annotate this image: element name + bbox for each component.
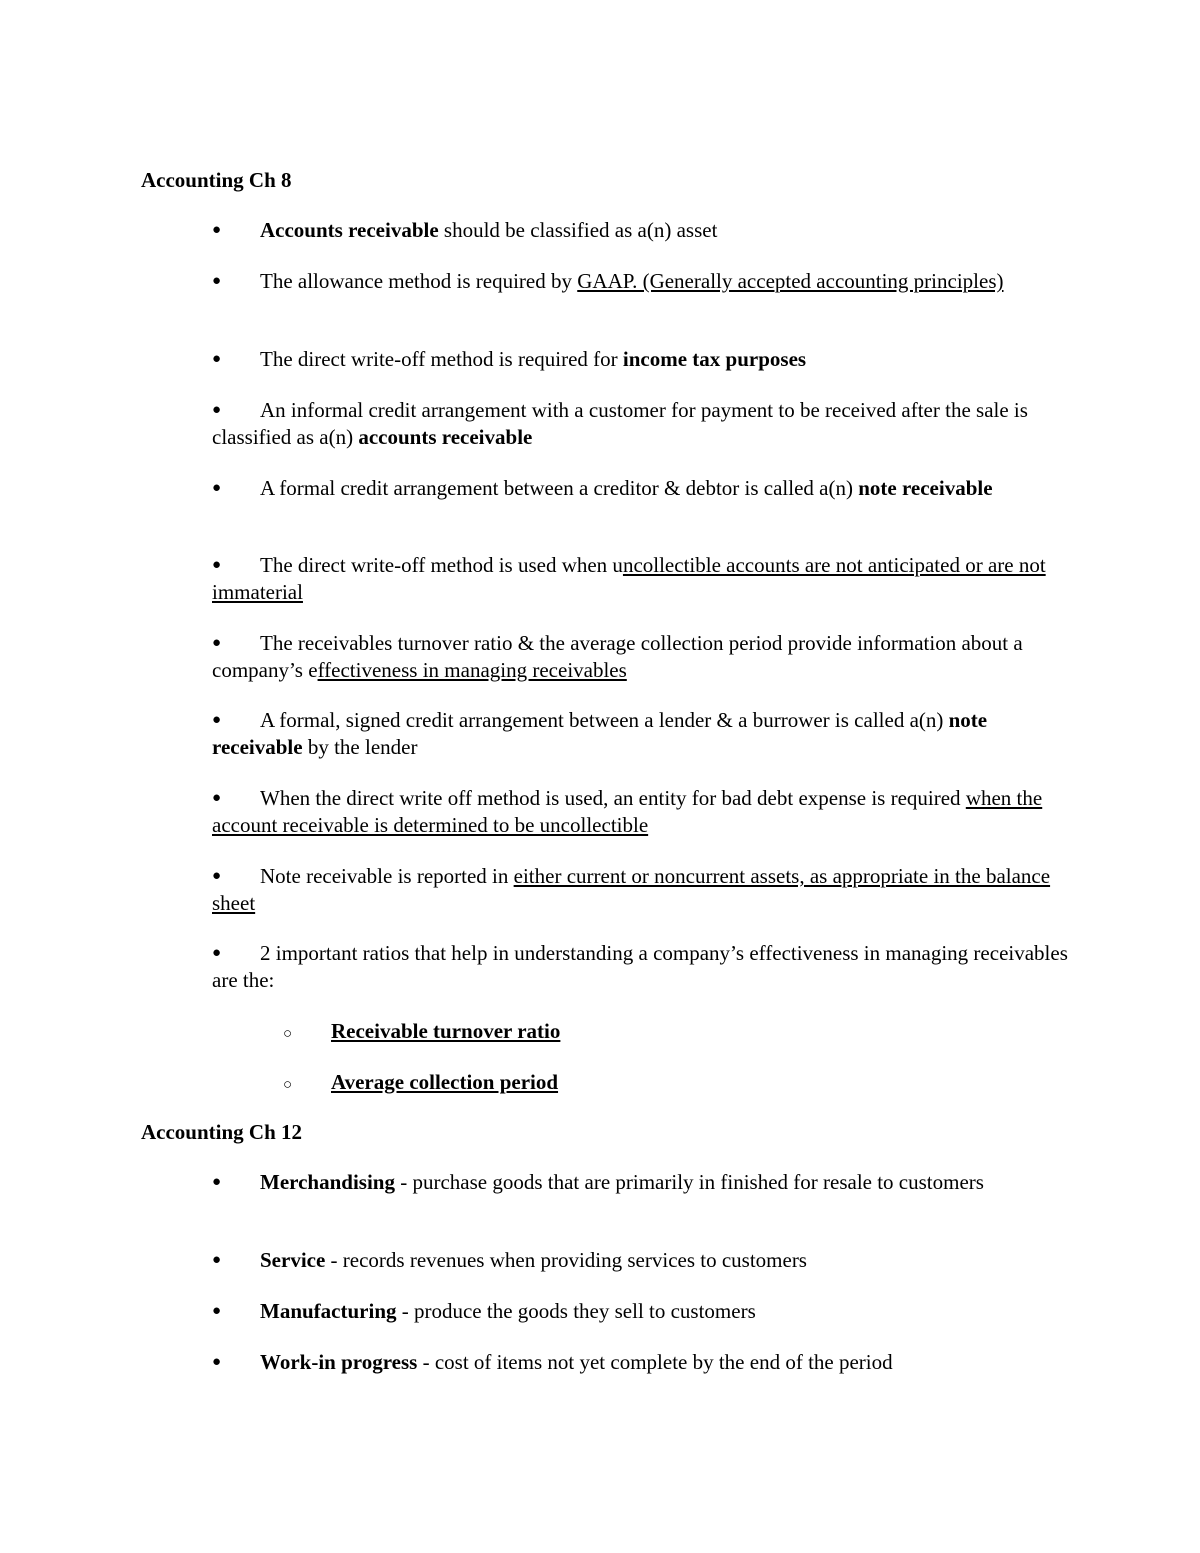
- sub-item-text: Average collection period: [331, 1070, 559, 1094]
- item-text: An informal credit arrangement with a customer for payment to be received after the sale is classified as a(n): [212, 398, 1028, 449]
- list-item: [212, 1247, 1072, 1274]
- item-text: - purchase goods that are primarily in finished for resale to customers: [394, 1170, 984, 1194]
- underlined-text: GAAP. (Generally accepted accounting principles): [577, 269, 1004, 293]
- item-text: - records revenues when providing services to customers: [325, 1248, 807, 1272]
- circle-bullet-icon: ○: [283, 1077, 293, 1093]
- sub-list-item: [283, 1069, 558, 1099]
- term-bold: Service: [260, 1248, 326, 1272]
- item-text: should be classified as a(n) asset: [438, 218, 718, 242]
- item-text: A formal, signed credit arrangement between a lender & a burrower is called a(n): [260, 708, 949, 732]
- term-bold: note receivable: [212, 708, 988, 759]
- circle-bullet-icon: ○: [283, 1026, 293, 1042]
- item-text: The direct write-off method is required for: [260, 347, 623, 371]
- list-item: [212, 346, 1072, 373]
- underlined-text: ncollectible accounts are not anticipated or are not immaterial: [212, 553, 1046, 604]
- list-item: [212, 630, 1072, 684]
- underlined-text: either current or noncurrent assets, as appropriate in the balance sheet: [212, 864, 1051, 915]
- item-text: The allowance method is required by: [260, 269, 578, 293]
- item-text: 2 important ratios that help in understanding a company’s effectiveness in managing receivables are the:: [212, 941, 1068, 992]
- sub-list-item: [283, 1018, 560, 1048]
- bullet-icon: ●: [212, 1174, 222, 1190]
- item-text: The receivables turnover ratio & the average collection period provide information about a company’s e: [212, 631, 1023, 682]
- list-item: [212, 863, 1072, 917]
- list-item: [212, 397, 1072, 451]
- list-item: [212, 1298, 1072, 1325]
- list-item: [212, 940, 1072, 994]
- bullet-icon: ●: [212, 351, 222, 367]
- list-item: [212, 1169, 1072, 1196]
- bullet-icon: ●: [212, 1252, 222, 1268]
- bullet-icon: ●: [212, 1354, 222, 1370]
- section-heading-ch8: Accounting Ch 8: [141, 168, 292, 192]
- list-item: [212, 785, 1072, 839]
- item-text: Note receivable is reported in: [260, 864, 514, 888]
- bullet-icon: ●: [212, 222, 222, 238]
- term-bold: Merchandising: [260, 1170, 395, 1194]
- list-item: [212, 217, 1072, 244]
- list-item: [212, 268, 1072, 295]
- term-bold: accounts receivable: [358, 425, 533, 449]
- bullet-icon: ●: [212, 712, 222, 728]
- item-text: When the direct write off method is used, an entity for bad debt expense is required: [260, 786, 966, 810]
- sub-item-text: Receivable turnover ratio: [331, 1019, 561, 1043]
- bullet-icon: ●: [212, 635, 222, 651]
- item-text: - produce the goods they sell to customers: [396, 1299, 756, 1323]
- bullet-icon: ●: [212, 868, 222, 884]
- list-item: [212, 707, 1072, 761]
- list-item: [212, 475, 1072, 502]
- bullet-icon: ●: [212, 790, 222, 806]
- bullet-icon: ●: [212, 480, 222, 496]
- list-item: [212, 552, 1072, 606]
- underlined-text: when the account receivable is determined to be uncollectible: [212, 786, 1043, 837]
- term-bold: note receivable: [858, 476, 993, 500]
- item-text: - cost of items not yet complete by the end of the period: [417, 1350, 893, 1374]
- bullet-icon: ●: [212, 945, 222, 961]
- term-bold: Work-in progress: [260, 1350, 418, 1374]
- term-bold: Accounts receivable: [260, 218, 439, 242]
- term-bold: income tax purposes: [622, 347, 807, 371]
- list-item: [212, 1349, 1072, 1376]
- underlined-text: ffectiveness in managing receivables: [317, 658, 627, 682]
- bullet-icon: ●: [212, 402, 222, 418]
- bullet-icon: ●: [212, 273, 222, 289]
- item-text: by the lender: [302, 735, 418, 759]
- item-text: The direct write-off method is used when u: [260, 553, 623, 577]
- bullet-icon: ●: [212, 1303, 222, 1319]
- item-text: A formal credit arrangement between a creditor & debtor is called a(n): [260, 476, 859, 500]
- section-heading-ch12: Accounting Ch 12: [141, 1120, 303, 1144]
- term-bold: Manufacturing: [260, 1299, 397, 1323]
- bullet-icon: ●: [212, 557, 222, 573]
